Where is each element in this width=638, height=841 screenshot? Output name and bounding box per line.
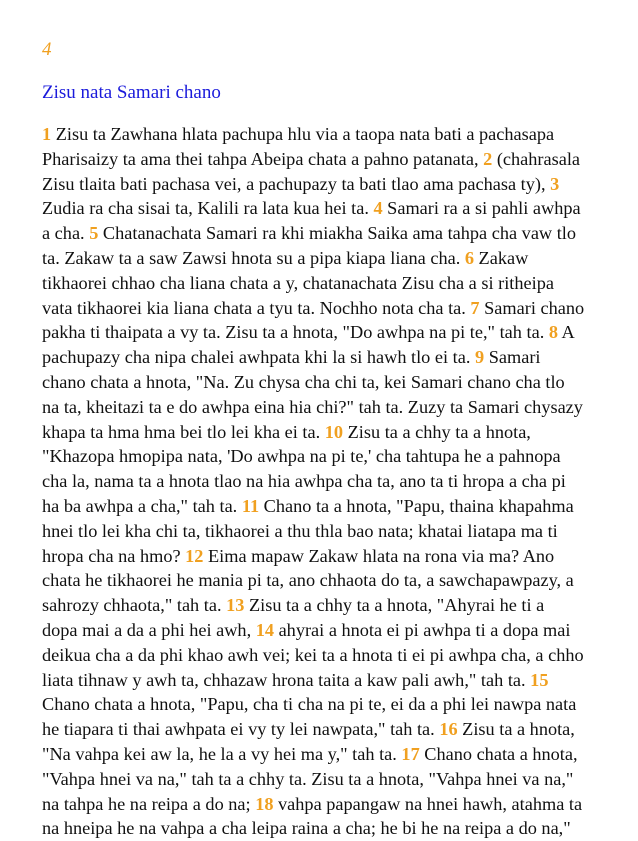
text-line [42, 221, 598, 246]
text-line [42, 296, 598, 321]
text-line [42, 469, 598, 494]
text-line [42, 668, 598, 693]
verse-text: deikua cha a da phi khao awh vei; kei ta a hnota ti ei pi awhpa cha, a chho [42, 644, 584, 665]
chapter-body-text [42, 122, 598, 841]
verse-text: dopa mai a da a phi hei awh, [42, 619, 256, 640]
verse-number: 13 [226, 595, 245, 616]
text-line [42, 420, 598, 445]
verse-text: Zudia ra cha sisai ta, Kalili ra lata kua hei ta. [42, 198, 374, 219]
text-line [42, 172, 598, 197]
text-line [42, 717, 598, 742]
verse-text: ha ba awhpa a cha," tah ta. [42, 495, 242, 516]
verse-number: 6 [464, 247, 474, 268]
verse-text: Samari ra a si pahli awhpa [382, 198, 581, 219]
verse-number: 12 [185, 545, 204, 566]
verse-text: Samari [484, 347, 541, 368]
verse-text: Zisu tlaita bati pachasa vei, a pachupazy ta bati tlao ama pachasa ty), [42, 173, 551, 194]
text-line [42, 147, 598, 172]
text-line [42, 271, 598, 296]
verse-text: pakha ti thaipata a vy ta. Zisu ta a hnota, "Do awhpa na pi te," tah ta. [42, 322, 549, 343]
text-line [42, 692, 598, 717]
verse-text: Chano chata a hnota, "Papu, cha ti cha na pi te, ei da a phi lei nawpa nata [42, 694, 577, 715]
verse-number: 18 [255, 793, 274, 814]
verse-text: Zisu ta a chhy ta a hnota, "Ahyrai he ti a [244, 595, 545, 616]
text-line [42, 593, 598, 618]
text-line [42, 816, 598, 841]
text-line [42, 444, 598, 469]
verse-text: Pharisaizy ta ama thei tahpa Abeipa chata a pahno patanata, [42, 148, 484, 169]
verse-text: a cha. [42, 223, 90, 244]
verse-text: he tiapara ti thai awhpata ei vy ty lei nawpata," tah ta. [42, 719, 440, 740]
verse-text: hropa cha na hmo? [42, 545, 186, 566]
verse-number: 17 [401, 743, 420, 764]
text-line [42, 320, 598, 345]
section-title: Zisu nata Samari chano [42, 82, 221, 103]
verse-text: Chano chata a hnota, [419, 743, 578, 764]
verse-text: Zisu ta a chhy ta a hnota, [343, 421, 531, 442]
verse-text: na tahpa he na reipa a do na; [42, 793, 256, 814]
verse-text: Zisu ta a hnota, [457, 719, 575, 740]
text-line [42, 246, 598, 271]
verse-text: chano chata a hnota, "Na. Zu chysa cha chi ta, kei Samari chano cha tlo [42, 371, 565, 392]
text-line [42, 618, 598, 643]
verse-text: cha la, nama ta a hnota tlao na hia awhpa cha ta, ano ta ti hropa a cha pi [42, 471, 566, 492]
verse-text: (chahrasala [492, 148, 581, 169]
verse-number: 3 [550, 173, 560, 194]
verse-number: 4 [373, 198, 383, 219]
verse-text: Samari chano [479, 297, 585, 318]
text-line [42, 494, 598, 519]
verse-number: 8 [548, 322, 558, 343]
text-line [42, 345, 598, 370]
verse-text: liata tihnaw y awh ta, chhazaw hrona taita a kaw pali awh," tah ta. [42, 669, 531, 690]
text-line [42, 370, 598, 395]
text-line [42, 544, 598, 569]
verse-text: Chatanachata Samari ra khi miakha Saika ama tahpa cha vaw tlo [98, 223, 577, 244]
verse-text: "Na vahpa kei aw la, he la a vy hei ma y," tah ta. [42, 743, 402, 764]
verse-number: 11 [241, 495, 260, 516]
verse-number: 10 [324, 421, 344, 442]
verse-text: chata he tikhaorei he mania pi ta, ano chhaota do ta, a sawchapawpazy, a [42, 570, 574, 591]
verse-text: Eima mapaw Zakaw hlata na rona via ma? Ano [203, 545, 555, 566]
verse-text: tikhaorei chhao cha liana chata a y, chatanachata Zisu cha a si ritheipa [42, 272, 554, 293]
verse-number: 16 [439, 719, 458, 740]
verse-text: na hneipa he na vahpa a cha leipa raina a cha; he bi he na reipa a do na," [42, 818, 571, 839]
verse-text: vata tikhaorei kia liana chata a tyu ta. Nochho nota cha ta. [42, 297, 471, 318]
text-line [42, 196, 598, 221]
verse-text: "Khazopa hmopipa nata, 'Do awhpa na pi te,' cha tahtupa he a pahnopa [42, 446, 561, 467]
verse-text: Chano ta a hnota, "Papu, thaina khapahma [259, 495, 574, 516]
text-line [42, 767, 598, 792]
verse-text: Zakaw [473, 247, 529, 268]
verse-text: A [557, 322, 575, 343]
verse-text: Zisu ta Zawhana hlata pachupa hlu via a taopa nata bati a pachasapa [51, 124, 555, 144]
verse-text: pachupazy cha nipa chalei awhpata khi la si hawh tlo ei ta. [42, 347, 475, 368]
verse-number: 15 [530, 669, 549, 690]
text-line [42, 792, 598, 817]
text-line [42, 568, 598, 593]
chapter-number: 4 [42, 39, 52, 60]
verse-number: 14 [255, 619, 274, 640]
text-line [42, 122, 598, 147]
text-line [42, 519, 598, 544]
verse-text: hnei tlo lei kha chi ta, tikhaorei a thu thla bao nata; khatai liatapa ma ti [42, 520, 558, 541]
verse-number: 7 [470, 297, 480, 318]
verse-text: vahpa papangaw na hnei hawh, atahma ta [273, 793, 583, 814]
verse-number: 1 [42, 124, 52, 144]
verse-text: na ta, kheitazi ta e do awhpa eina hia chi?" tah ta. Zuzy ta Samari chysazy [42, 396, 583, 417]
verse-text: ahyrai a hnota ei pi awhpa ti a dopa mai [274, 619, 571, 640]
verse-number: 5 [89, 223, 99, 244]
text-line [42, 643, 598, 668]
verse-number: 2 [483, 148, 493, 169]
verse-text: "Vahpa hnei va na," tah ta a chhy ta. Zisu ta a hnota, "Vahpa hnei va na," [42, 768, 574, 789]
text-line [42, 395, 598, 420]
text-line [42, 742, 598, 767]
verse-text: khapa ta hma hma bei tlo lei kha ei ta. [42, 421, 325, 442]
verse-text: ta. Zakaw ta a saw Zawsi hnota su a pipa kiapa liana cha. [42, 247, 465, 268]
verse-number: 9 [475, 347, 485, 368]
verse-text: sahrozy chhaota," tah ta. [42, 595, 227, 616]
